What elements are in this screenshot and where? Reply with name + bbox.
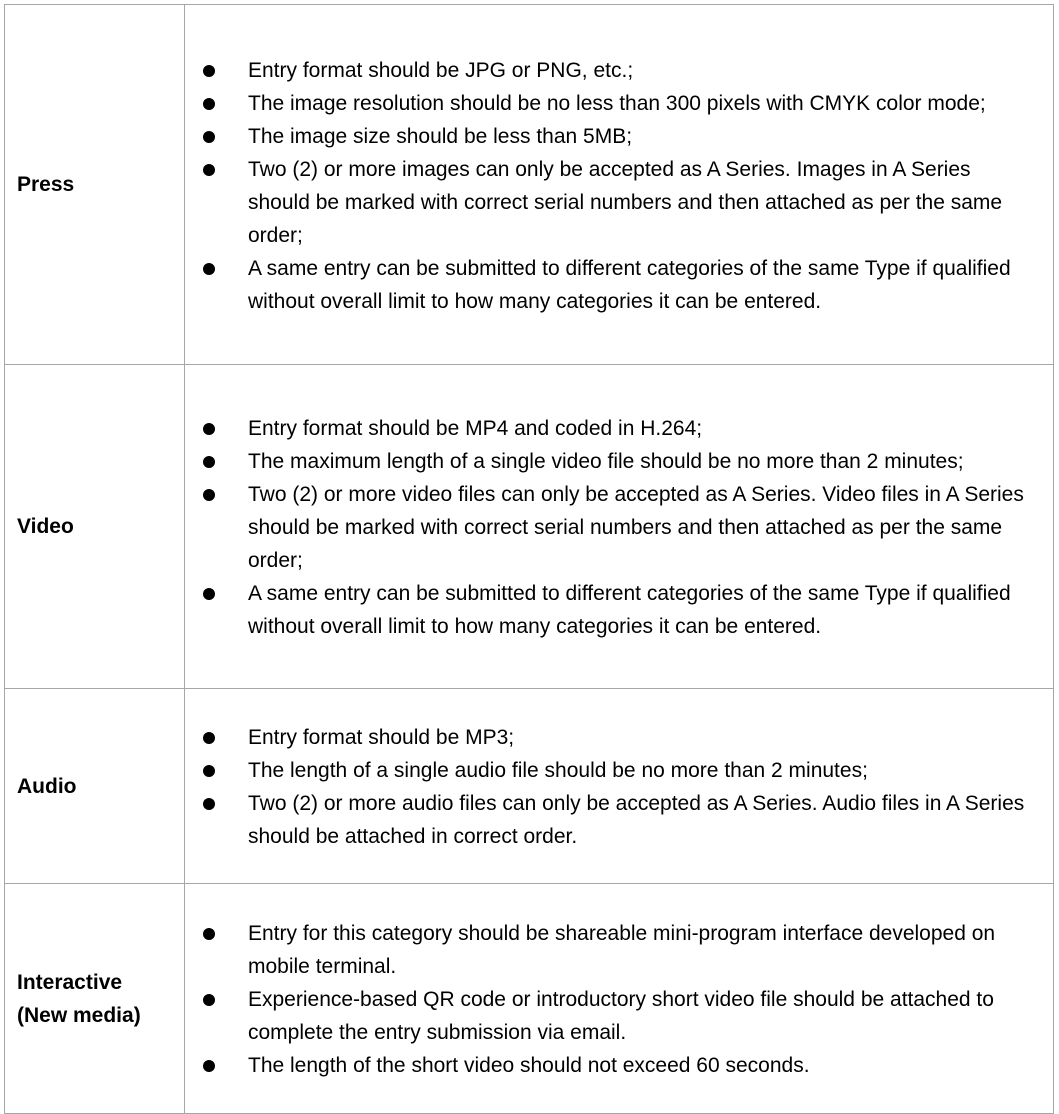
list-item: A same entry can be submitted to different categories of the same Type if qualified without overall limit to how many categories it can be entered. (197, 252, 1033, 318)
type-label-video: Video (5, 365, 185, 689)
type-label-line: Interactive (17, 970, 123, 994)
list-item: The image resolution should be no less than 300 pixels with CMYK color mode; (197, 87, 1033, 120)
bullet-icon (203, 765, 215, 777)
bullet-icon (203, 1060, 215, 1072)
table-row-interactive (5, 884, 1054, 1114)
rules-cell-audio (185, 689, 1054, 884)
table-row-press (5, 5, 1054, 365)
list-item: The maximum length of a single video file should be no more than 2 minutes; (197, 445, 1033, 478)
list-item: Entry format should be JPG or PNG, etc.; (197, 54, 1033, 87)
list-item: The length of a single audio file should be no more than 2 minutes; (197, 754, 1033, 787)
list-item: Two (2) or more video files can only be accepted as A Series. Video files in A Series should be marked with correct serial numbers and then attached as per the same order; (197, 478, 1033, 577)
bullet-icon (203, 98, 215, 110)
list-item: Two (2) or more audio files can only be accepted as A Series. Audio files in A Series should be attached in correct order. (197, 787, 1033, 853)
table-row-audio (5, 689, 1054, 884)
bullet-icon (203, 456, 215, 468)
bullet-icon (203, 928, 215, 940)
type-label-audio: Audio (5, 689, 185, 884)
rules-list-video (197, 412, 1033, 643)
entry-requirements-table (4, 4, 1054, 1114)
type-label-press: Press (5, 5, 185, 365)
table-row-video (5, 365, 1054, 689)
type-label-interactive (5, 884, 185, 1114)
rules-list-audio (197, 721, 1033, 853)
rules-list-interactive (197, 917, 1033, 1082)
list-item: Entry format should be MP3; (197, 721, 1033, 754)
bullet-icon (203, 798, 215, 810)
list-item: The image size should be less than 5MB; (197, 120, 1033, 153)
list-item: A same entry can be submitted to different categories of the same Type if qualified without overall limit to how many categories it can be entered. (197, 577, 1033, 643)
list-item: Entry format should be MP4 and coded in H.264; (197, 412, 1033, 445)
list-item: Two (2) or more images can only be accepted as A Series. Images in A Series should be marked with correct serial numbers and then attached as per the same order; (197, 153, 1033, 252)
bullet-icon (203, 131, 215, 143)
type-label-line: (New media) (17, 1003, 141, 1027)
bullet-icon (203, 588, 215, 600)
list-item: Entry for this category should be shareable mini-program interface developed on mobile terminal. (197, 917, 1033, 983)
bullet-icon (203, 732, 215, 744)
bullet-icon (203, 164, 215, 176)
bullet-icon (203, 489, 215, 501)
rules-cell-video (185, 365, 1054, 689)
bullet-icon (203, 994, 215, 1006)
rules-list-press (197, 54, 1033, 318)
rules-cell-press (185, 5, 1054, 365)
list-item: Experience-based QR code or introductory short video file should be attached to complete the entry submission via email. (197, 983, 1033, 1049)
bullet-icon (203, 423, 215, 435)
bullet-icon (203, 263, 215, 275)
list-item: The length of the short video should not exceed 60 seconds. (197, 1049, 1033, 1082)
bullet-icon (203, 65, 215, 77)
rules-cell-interactive (185, 884, 1054, 1114)
